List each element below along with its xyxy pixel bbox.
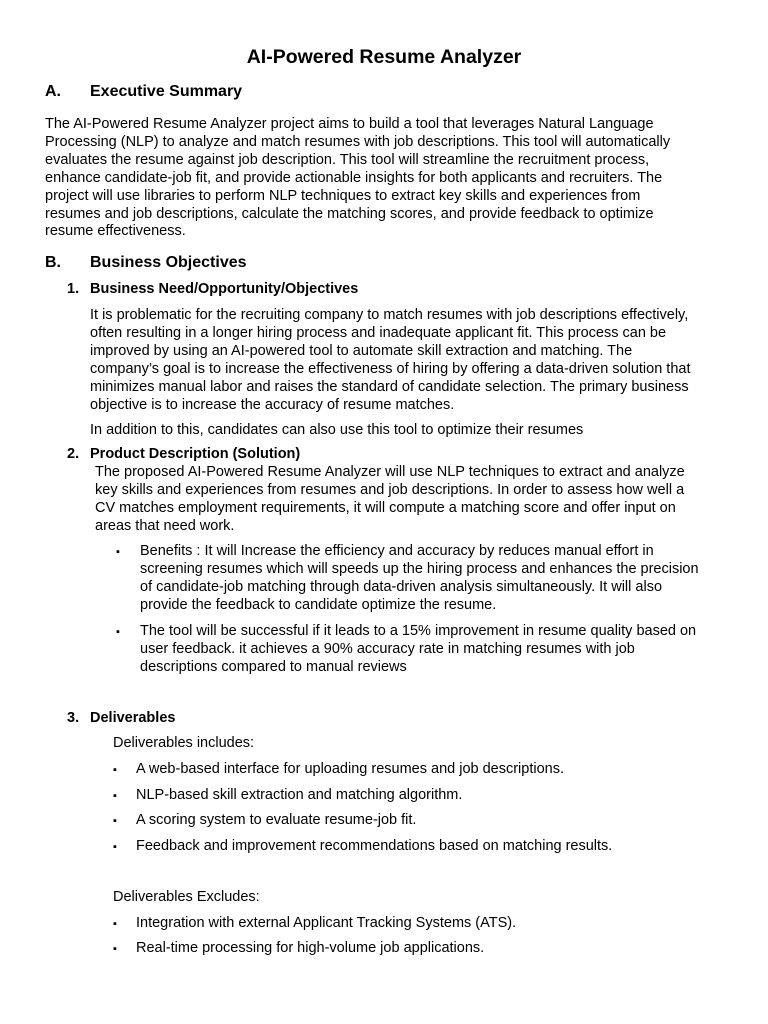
item-1-heading: Business Need/Opportunity/Objectives bbox=[90, 281, 359, 297]
business-need-extra: In addition to this, candidates can also use this tool to optimize their resumes bbox=[90, 422, 584, 438]
paragraph-line: The AI-Powered Resume Analyzer project aims to build a tool that leverages Natural Language bbox=[45, 116, 654, 132]
section-b-letter: B. bbox=[45, 254, 61, 271]
deliverable-include-item: A scoring system to evaluate resume-job fit. bbox=[136, 812, 417, 828]
paragraph-line: enhance candidate-job fit, and provide actionable insights for both applicants and recruiters. The bbox=[45, 169, 663, 186]
paragraph-line: improved by using an AI-powered tool to automate skill extraction and matching. The bbox=[90, 342, 633, 359]
paragraph-line: evaluates the resume against job description. This tool will streamline the recruitment process, bbox=[45, 151, 650, 168]
success-bullet-text bbox=[140, 623, 696, 677]
bullet-square-icon: ▪ bbox=[116, 626, 120, 638]
deliverables-includes-label: Deliverables includes: bbox=[113, 735, 255, 751]
bullet-line: provide the feedback to candidate optimize the resume. bbox=[140, 596, 497, 613]
deliverable-exclude-item: Integration with external Applicant Tracking Systems (ATS). bbox=[136, 915, 517, 931]
deliverables-excludes-label: Deliverables Excludes: bbox=[113, 889, 260, 905]
paragraph-line: resumes and job descriptions, calculate the matching scores, and provide feedback to optimize bbox=[45, 205, 654, 222]
paragraph-line: CV matches employment requirements, it will compute a matching score and offer input on bbox=[95, 499, 676, 516]
paragraph-line: Processing (NLP) to analyze and match resumes with job descriptions. This tool will automatically bbox=[45, 133, 671, 150]
bullet-line: screening resumes which will speeds up the hiring process and enhances the precision bbox=[140, 560, 699, 577]
bullet-line: of candidate-job matching through data-driven analysis simultaneously. It will also bbox=[140, 578, 663, 595]
deliverable-include-item: A web-based interface for uploading resumes and job descriptions. bbox=[136, 761, 565, 777]
paragraph-line: It is problematic for the recruiting company to match resumes with job descriptions effectively, bbox=[90, 307, 689, 323]
paragraph-line: resume effectiveness. bbox=[45, 223, 186, 240]
paragraph-line: minimizes manual labor and raises the standard of candidate selection. The primary business bbox=[90, 378, 689, 395]
business-need-paragraph bbox=[90, 307, 691, 414]
deliverable-exclude-item: Real-time processing for high-volume job applications. bbox=[136, 940, 485, 956]
paragraph-line: project will use libraries to perform NLP techniques to extract key skills and experiences from bbox=[45, 187, 641, 204]
executive-summary-paragraph bbox=[45, 116, 670, 241]
bullet-square-icon: ▪ bbox=[116, 546, 120, 558]
item-2-number: 2. bbox=[67, 446, 80, 462]
bullet-line: The tool will be successful if it leads to a 15% improvement in resume quality based on bbox=[140, 623, 697, 639]
section-a-heading: Executive Summary bbox=[90, 83, 243, 100]
bullet-square-icon: ▪ bbox=[113, 764, 117, 776]
document-title: AI-Powered Resume Analyzer bbox=[246, 46, 522, 68]
paragraph-line: often resulting in a longer hiring process and inadequate applicant fit. This process can be bbox=[90, 324, 667, 341]
paragraph-line: objective is to increase the accuracy of resume matches. bbox=[90, 396, 455, 413]
paragraph-line: company’s goal is to increase the effectiveness of hiring by offering a data-driven solution that bbox=[90, 360, 691, 377]
paragraph-line: areas that need work. bbox=[95, 517, 235, 534]
bullet-square-icon: ▪ bbox=[113, 815, 117, 827]
paragraph-line: The proposed AI-Powered Resume Analyzer will use NLP techniques to extract and analyze bbox=[95, 464, 685, 480]
benefits-bullet-text bbox=[140, 543, 699, 615]
paragraph-line: key skills and experiences from resumes and job descriptions. In order to assess how well a bbox=[95, 481, 685, 498]
bullet-line: user feedback. it achieves a 90% accuracy rate in matching resumes with job bbox=[140, 640, 635, 657]
section-b-heading: Business Objectives bbox=[90, 254, 247, 271]
deliverable-include-item: Feedback and improvement recommendations based on matching results. bbox=[136, 838, 613, 854]
product-description-paragraph bbox=[95, 464, 685, 536]
item-2-heading: Product Description (Solution) bbox=[90, 446, 301, 462]
item-3-number: 3. bbox=[67, 710, 80, 726]
deliverable-include-item: NLP-based skill extraction and matching algorithm. bbox=[136, 787, 463, 803]
item-3-heading: Deliverables bbox=[90, 710, 176, 726]
item-1-number: 1. bbox=[67, 281, 80, 297]
bullet-square-icon: ▪ bbox=[113, 943, 117, 955]
bullet-line: Benefits : It will Increase the efficiency and accuracy by reduces manual effort in bbox=[140, 543, 654, 559]
bullet-line: descriptions compared to manual reviews bbox=[140, 658, 407, 675]
section-a-letter: A. bbox=[45, 83, 61, 100]
bullet-square-icon: ▪ bbox=[113, 790, 117, 802]
bullet-square-icon: ▪ bbox=[113, 841, 117, 853]
bullet-square-icon: ▪ bbox=[113, 918, 117, 930]
